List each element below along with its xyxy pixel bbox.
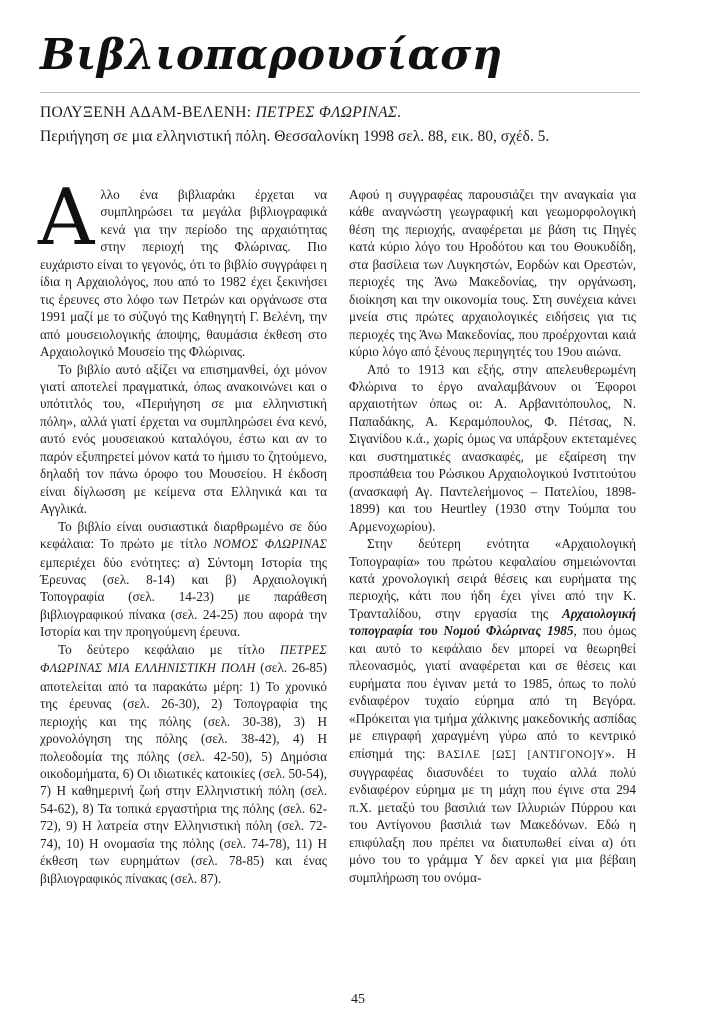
paragraph-3 xyxy=(40,518,327,641)
paragraph-2: Το βιβλίο αυτό αξίζει να επισημανθεί, όχι μόνον γιατί αποτελεί πραγματικά, όπως ανακοινώνει και ο υπότιτλός του, «Περιήγηση σε μια ελληνιστική πόλη», αλλά γιατί έρχεται να συμπληρώσει ένα κενό, αυτό ενός μουσειακού καταλόγου, έστω και αν το παρόν εξυπηρετεί μόνον κατά το ήμισυ το ζητούμενο, δηλαδή τον πάνω όροφο του Μουσείου. Η έκδοση είναι δίγλωσση με κείμενα στα Ελληνικά και τα Αγγλικά. xyxy=(40,361,327,517)
paragraph-7 xyxy=(349,535,636,886)
book-citation xyxy=(40,104,402,122)
paragraph-6: Από το 1913 και εξής, στην απελευθερωμένη Φλώρινα το έργο αναλαμβάνουν οι Έφοροι αρχαιοτήτων όπως οι: Α. Αρβανιτόπουλος, Ν. Παπαδάκης, Α. Κεραμόπουλος, Φ. Πέτσας, Ν. Σιγανίδου κ.ά., χωρίς όμως να υπάρξουν εκτεταμένες και συστηματικές ανασκαφές, με εξαίρεση την προσπάθεια του Ρώσικου Αρχαιολογικού Ινστιτούτου (ανασκαφή Αγ. Παντελεήμονος – Πατελίου, 1898-1899) και του Heurtley (1930 στην Τούμπα του Αρμενοχωρίου). xyxy=(349,361,636,534)
paragraph-1 xyxy=(38,173,327,361)
paragraph-5: Αφού η συγγραφέας παρουσιάζει την αναγκαία για κάθε αναγνώστη γεωγραφική και γεωμορφολογική θέση της περιοχής, αναφέρεται με βάση τις Πηγές κατά κύριο λόγο του Ηροδότου και του Θουκυδίδη, στα βασίλεια των Λυγκηστών, Εορδών και Ορεστών, περιοχές της Άνω Μακεδονίας, την οργάνωση, διοίκηση και την οικονομία τους. Στη συνέχεια κάνει μνεία στις πρώτες αρχαιολογικές ειδήσεις για τις περιοχές της Άνω Μακεδονίας, που προέρχονται καιά κύριο λόγο από ξένους περιηγητές του 19ου αιώνα. xyxy=(349,187,636,360)
section-title: Βιβλιοπαρουσίαση xyxy=(40,30,503,79)
paragraph-1-text: λλο ένα βιβλιαράκι έρχεται να συμπληρώσει τα μεγάλα βιβλιογραφικά κενά για την περίοδο της αρχαιότητας στην περιοχή της Φλώρινας. Πιο ευχάριστο είναι το γεγονός, ότι το βιβλίο συγγράφει η ίδια η Αρχαιολόγος, που από το 1982 έχει ξεκινήσει τις έρευνες στο λόφο των Πετρών και οργάνωσε στα 1991 μαζί με το σύζυγό της Καθηγητή Γ. Βελένη, την από μουσειολογικής άποψης, θαυμάσια έκθεση στο Αρχαιολογικό Μουσείο της Φλώρινας. xyxy=(40,187,327,360)
paragraph-7-text-a: Στην δεύτερη ενότητα «Αρχαιολογική Τοπογραφία» του πρώτου κεφαλαίου σημειώνονται κατά χρονολογική σειρά θέσεις και ευρήματα της περιοχής, κάτι που ήδη έχει γίνει από την Κ. Τρανταλίδου, στην εργασία της xyxy=(349,536,636,621)
page-number: 45 xyxy=(351,992,365,1007)
chapter-title-2: ΠΕΤΡΕΣ ΦΛΩΡΙΝΑΣ ΜΙΑ ΕΛΛΗΝΙΣΤΙΚΗ ΠΟΛΗ xyxy=(40,642,327,676)
paragraph-3-text-c: εμπεριέχει δύο ενότητες: α) Σύντομη Ιστορία της Έρευνας (σελ. 8-14) και β) Αρχαιολογική Τοπογραφία (σελ. 14-23) με παράθεση βιβλιογραφικού πίνακα (σελ. 24-25) που αφορά την Ιστορία και την προηγούμενη έρευνα. xyxy=(40,554,327,640)
drop-cap: Α xyxy=(38,173,95,263)
paragraph-4-text-a: Το δεύτερο κεφάλαιο με τίτλο xyxy=(58,641,280,657)
right-column xyxy=(349,186,636,886)
book-subtitle: Περιήγηση σε μια ελληνιστική πόλη. Θεσσαλονίκη 1998 σελ. 88, εικ. 80, σχέδ. 5. xyxy=(40,128,550,145)
paragraph-7-text-d: ». Η συγγραφέας διασυνδέει το τυχαίο αλλά πολύ ενδιαφέρον εύρημα με τη μάχη που έγινε στα 294 π.Χ. μεταξύ του βασιλιά των Ιλλυριών Πύρρου και του Αντίγονου βασιλιά των Μακεδόνων. Εδώ η επιφύλαξη που πρέπει να διατυπωθεί είναι α) ότι μόνο του το γράμμα Υ δεν αρκεί για μια βέβαιη συμπλήρωση του ονόμα- xyxy=(349,745,637,885)
chapter-title-1: ΝΟΜΟΣ ΦΛΩΡΙΝΑΣ xyxy=(213,537,328,552)
paragraph-7-text-c: , που όμως και αυτό το κεφάλαιο δεν μπορεί να θεωρηθεί πλεονασμός, γιατί αναφέρεται και σε θέσεις και ευρήματα που έγιναν μετά το 1985, όπως το πολύ ενδιαφέρον τυχαίο εύρημα από τη Βεγόρα. «Πρόκειται για τμήμα χάλκινης μακεδονικής ασπίδας με επιγραφή χαραγμένη γύρω από το κεντρικό επίσημά της: xyxy=(349,623,636,761)
paragraph-4-text-c: (σελ. 26-85) αποτελείται από τα παρακάτω μέρη: 1) Το χρονικό της έρευνας (σελ. 26-30), 2) Τοπογραφία της περιοχής και της πόλης (σελ. 30-38), 3) Η χρονολόγηση της πόλης (σελ. 38-42), 4) Η πολεοδομία της πόλης (σελ. 42-50), 5) Δημόσια οικοδομήματα, 6) Οι ιδιωτικές κατοικίες (σελ. 50-54), 7) Η καθημερινή ζωή στην Ελληνιστική πόλη (σελ. 54-62), 8) Τα τοπικά εργαστήρια της πόλης (σελ. 62-72), 9) Η λατρεία στην Ελληνιστική πόλη (σελ. 72-74), 10) Η ονομασία της πόλης (σελ. 74-78), 11) Η έκθεση των ευρημάτων (σελ. 78-85) και ένας βιβλιογραφικός πίνακας (σελ. 87). xyxy=(40,660,328,886)
book-title: ΠΕΤΡΕΣ ΦΛΩΡΙΝΑΣ. xyxy=(255,104,402,121)
title-divider xyxy=(40,92,640,93)
book-author: ΠΟΛΥΞΕΝΗ ΑΔΑΜ-ΒΕΛΕΝΗ: xyxy=(40,104,256,121)
left-column xyxy=(38,173,328,887)
shield-inscription: ΒΑΣΙΛΕ [ΩΣ] [ΑΝΤΙΓΟΝΟ]Υ xyxy=(437,748,605,761)
cited-work-title: Αρχαιολογική τοπογραφία του Νομού Φλώρινας 1985 xyxy=(349,605,636,639)
paragraph-4 xyxy=(40,641,327,887)
paragraph-3-text-a: Το βιβλίο είναι ουσιαστικά διαρθρωμένο σε δύο κεφάλαια: Το πρώτο με τίτλο xyxy=(40,518,327,552)
